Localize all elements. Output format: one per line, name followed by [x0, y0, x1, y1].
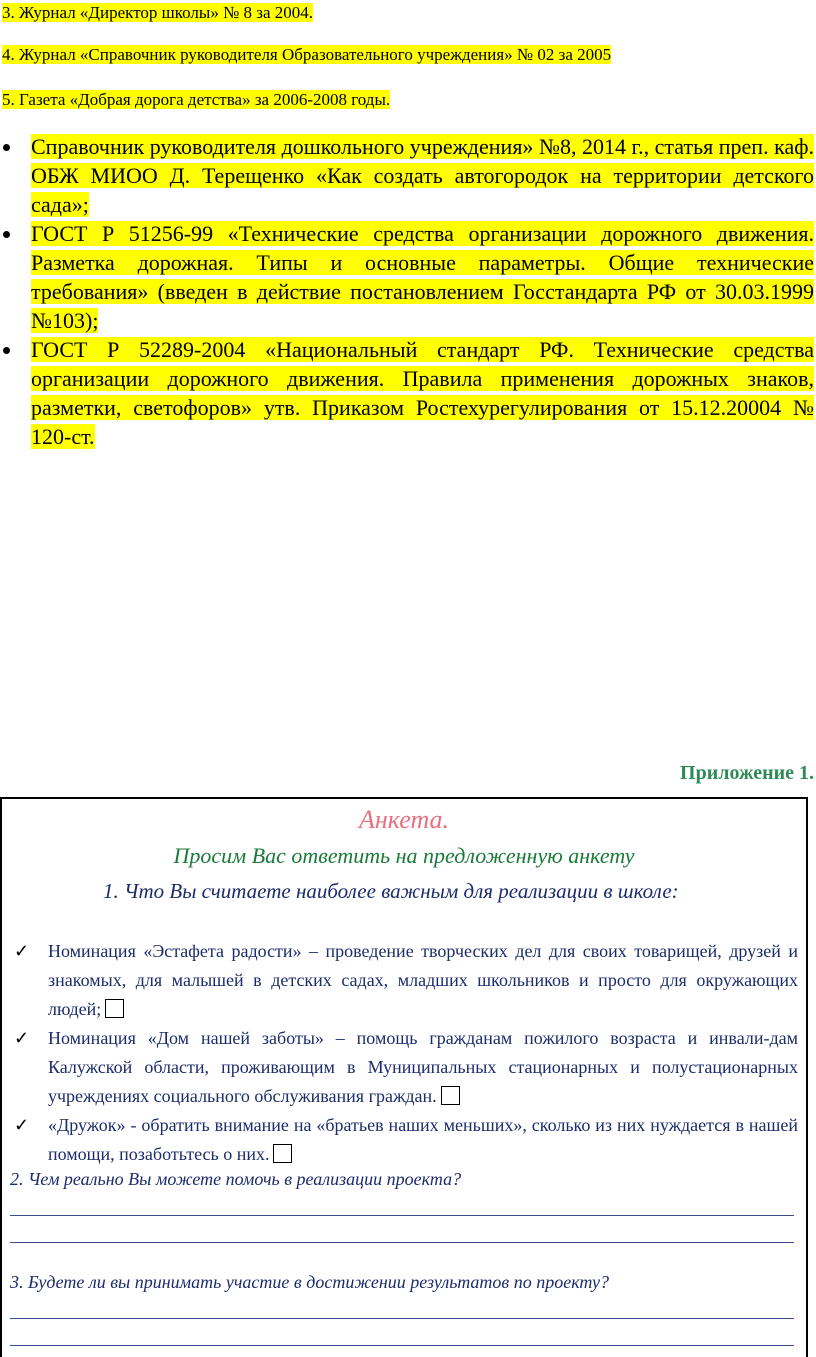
reference-item: 4. Журнал «Справочник руководителя Образовательного учреждения» № 02 за 2005: [2, 45, 612, 64]
question-2: 2. Чем реально Вы можете помочь в реализации проекта?: [10, 1169, 462, 1189]
reference-item: 3. Журнал «Директор школы» № 8 за 2004.: [2, 3, 314, 22]
answer-line[interactable]: [10, 1318, 794, 1319]
question-1: 1. Что Вы считаете наиболее важным для реализации в школе:: [103, 879, 679, 903]
appendix-label: Приложение 1.: [680, 762, 814, 784]
survey-option: [12, 937, 798, 1024]
checkmark-icon: ✓: [14, 1115, 30, 1135]
option-checkbox[interactable]: [273, 1144, 292, 1163]
standards-list: [0, 132, 816, 451]
standards-list-item: ГОСТ Р 51256-99 «Технические средства организации дорожного движения. Разметка дорожная. Типы и основные параметры. Общие технические требования» (введен в действие постановлением Госстандарта РФ от 30.03.1999 №103);: [0, 219, 816, 335]
survey-subtitle: Просим Вас ответить на предложенную анкету: [173, 843, 635, 868]
answer-line[interactable]: [10, 1345, 794, 1346]
option-checkbox[interactable]: [441, 1086, 460, 1105]
checkmark-icon: ✓: [14, 941, 30, 961]
bullet-icon: [3, 347, 10, 354]
bullet-icon: [3, 231, 10, 238]
answer-line[interactable]: [10, 1215, 794, 1216]
survey-option: [12, 1024, 798, 1111]
survey-option: [12, 1111, 798, 1169]
standards-list-item: ГОСТ Р 52289-2004 «Национальный стандарт РФ. Технические средства организации дорожного движения. Правила применения дорожных знаков, разметки, светофоров» утв. Приказом Ростехурегулирования от 15.12.20004 № 120-ст.: [0, 335, 816, 451]
survey-title: Анкета.: [358, 805, 450, 834]
bullet-icon: [3, 144, 10, 151]
reference-item: 5. Газета «Добрая дорога детства» за 2006-2008 годы.: [2, 90, 391, 109]
option-checkbox[interactable]: [105, 999, 124, 1018]
survey-option-label: «Дружок» - обратить внимание на «братьев наших меньших», сколько из них нуждается в нашей помощи, позаботьтесь о них.: [48, 1115, 798, 1164]
question-3: 3. Будете ли вы принимать участие в достижении результатов по проекту?: [10, 1272, 609, 1292]
survey-option-label: Номинация «Эстафета радости» – проведение творческих дел для своих товарищей, друзей и знакомых, для малышей в детских садах, младших школьников и просто для окружающих людей;: [48, 941, 798, 1019]
survey-form: [0, 797, 808, 1357]
survey-options: [12, 937, 798, 1169]
answer-line[interactable]: [10, 1242, 794, 1243]
standards-list-item: Справочник руководителя дошкольного учреждения» №8, 2014 г., статья преп. каф. ОБЖ МИОО Д. Терещенко «Как создать автогородок на территории детского сада»;: [0, 132, 816, 219]
checkmark-icon: ✓: [14, 1028, 30, 1048]
survey-option-label: Номинация «Дом нашей заботы» – помощь гражданам пожилого возраста и инвали-дам Калужской области, проживающим в Муниципальных стационарных и полустационарных учреждениях социального обслуживания граждан.: [48, 1028, 798, 1106]
